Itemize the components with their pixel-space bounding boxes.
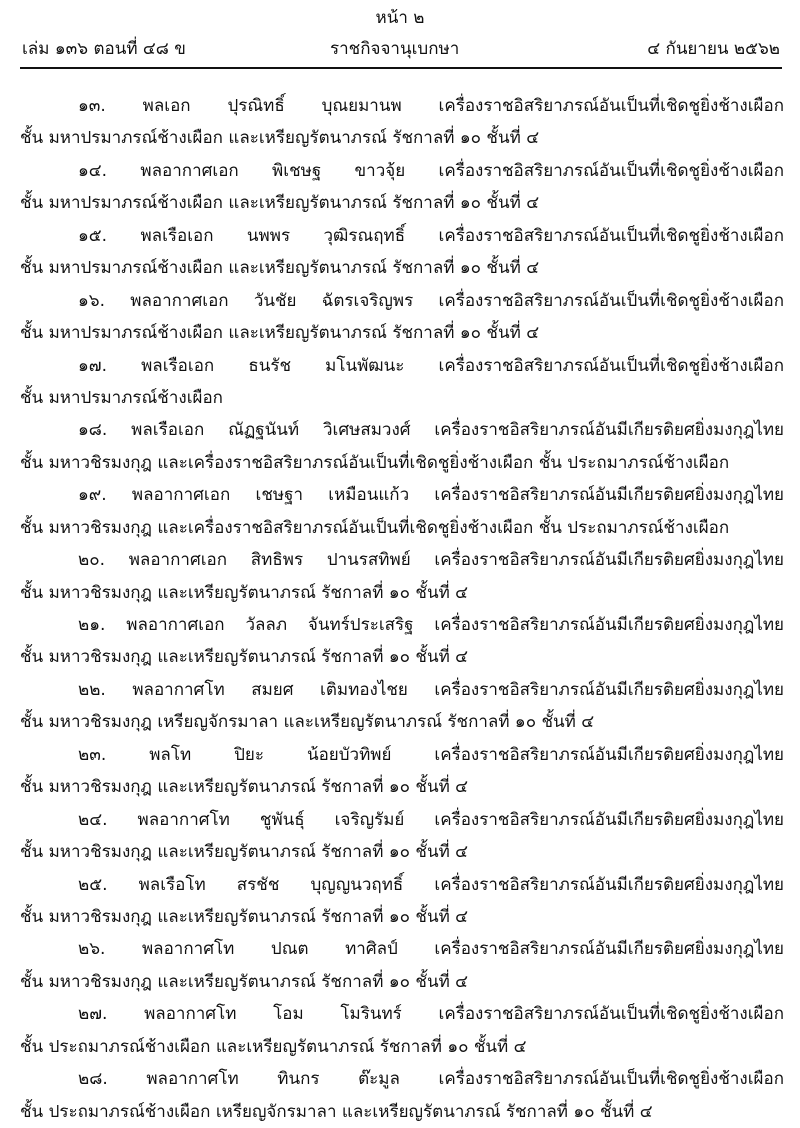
list-item [20,90,784,155]
list-item [20,933,784,998]
entry-line-2: ชั้น มหาวชิรมงกุฎ เหรียญจักรมาลา และเหรียญรัตนาภรณ์ รัชกาลที่ ๑๐ ชั้นที่ ๔ [20,712,595,733]
entry-line-2: ชั้น มหาวชิรมงกุฎ และเหรียญรัตนาภรณ์ รัชกาลที่ ๑๐ ชั้นที่ ๔ [20,582,469,603]
page-number: หน้า ๒ [375,8,425,28]
list-item [20,739,784,804]
entry-line-2: ชั้น มหาวชิรมงกุฎ และเหรียญรัตนาภรณ์ รัชกาลที่ ๑๐ ชั้นที่ ๔ [20,647,469,668]
entry-line-1: ๒๘. พลอากาศโท ทินกร ต๊ะมูล เครื่องราชอิสริยาภรณ์อันเป็นที่เชิดชูยิ่งช้างเผือก [78,1069,784,1090]
entry-line-2: ชั้น มหาปรมาภรณ์ช้างเผือก และเหรียญรัตนาภรณ์ รัชกาลที่ ๑๐ ชั้นที่ ๔ [20,193,540,214]
publication-date: ๔ กันยายน ๒๕๖๒ [647,39,780,59]
entry-line-2: ชั้น มหาปรมาภรณ์ช้างเผือก และเหรียญรัตนาภรณ์ รัชกาลที่ ๑๐ ชั้นที่ ๔ [20,323,540,344]
entry-line-1: ๒๔. พลอากาศโท ชูพันธุ์ เจริญรัมย์ เครื่องราชอิสริยาภรณ์อันมีเกียรติยศยิ่งมงกุฎไทย [78,809,784,830]
entry-line-2: ชั้น มหาวชิรมงกุฎ และเหรียญรัตนาภรณ์ รัชกาลที่ ๑๐ ชั้นที่ ๔ [20,842,469,863]
entry-line-2: ชั้น มหาวชิรมงกุฎ และเครื่องราชอิสริยาภรณ์อันเป็นที่เชิดชูยิ่งช้างเผือก ชั้น ประถมาภรณ์ช้างเผือก [20,517,730,538]
entry-line-1: ๒๗. พลอากาศโท โอม โมรินทร์ เครื่องราชอิสริยาภรณ์อันเป็นที่เชิดชูยิ่งช้างเผือก [78,1004,784,1025]
list-item [20,350,784,415]
list-item [20,544,784,609]
list-item [20,804,784,869]
list-item [20,1063,784,1128]
entry-line-2: ชั้น ประถมาภรณ์ช้างเผือก และเหรียญรัตนาภรณ์ รัชกาลที่ ๑๐ ชั้นที่ ๔ [20,1036,527,1057]
list-item [20,220,784,285]
list-item [20,479,784,544]
award-list [20,90,784,1128]
entry-line-2: ชั้น มหาวชิรมงกุฎ และเหรียญรัตนาภรณ์ รัชกาลที่ ๑๐ ชั้นที่ ๔ [20,971,469,992]
entry-line-1: ๒๓. พลโท ปิยะ น้อยบัวทิพย์ เครื่องราชอิสริยาภรณ์อันมีเกียรติยศยิ่งมงกุฎไทย [78,744,784,765]
entry-line-1: ๑๖. พลอากาศเอก วันชัย ฉัตรเจริญพร เครื่องราชอิสริยาภรณ์อันเป็นที่เชิดชูยิ่งช้างเผือก [78,290,784,311]
list-item [20,285,784,350]
entry-line-2: ชั้น มหาวชิรมงกุฎ และเครื่องราชอิสริยาภรณ์อันเป็นที่เชิดชูยิ่งช้างเผือก ชั้น ประถมาภรณ์ช้างเผือก [20,452,730,473]
entry-line-1: ๑๔. พลอากาศเอก พิเชษฐ ขาวจุ้ย เครื่องราชอิสริยาภรณ์อันเป็นที่เชิดชูยิ่งช้างเผือก [78,160,784,181]
entry-line-2: ชั้น มหาวชิรมงกุฎ และเหรียญรัตนาภรณ์ รัชกาลที่ ๑๐ ชั้นที่ ๔ [20,906,469,927]
entry-line-2: ชั้น มหาวชิรมงกุฎ และเหรียญรัตนาภรณ์ รัชกาลที่ ๑๐ ชั้นที่ ๔ [20,777,469,798]
entry-line-1: ๒๒. พลอากาศโท สมยศ เติมทองไชย เครื่องราชอิสริยาภรณ์อันมีเกียรติยศยิ่งมงกุฎไทย [78,679,784,700]
entry-line-1: ๒๕. พลเรือโท สรชัช บุญญนวฤทธิ์ เครื่องราชอิสริยาภรณ์อันมีเกียรติยศยิ่งมงกุฎไทย [78,874,784,895]
list-item [20,609,784,674]
header-divider [20,67,782,69]
list-item [20,869,784,934]
entry-line-2: ชั้น มหาปรมาภรณ์ช้างเผือก [20,387,223,408]
entry-line-1: ๒๑. พลอากาศเอก วัลลภ จันทร์ประเสริฐ เครื่องราชอิสริยาภรณ์อันมีเกียรติยศยิ่งมงกุฎไทย [78,615,784,635]
entry-line-1: ๑๗. พลเรือเอก ธนรัช มโนพัฒนะ เครื่องราชอิสริยาภรณ์อันเป็นที่เชิดชูยิ่งช้างเผือก [78,355,784,376]
entry-line-2: ชั้น มหาปรมาภรณ์ช้างเผือก และเหรียญรัตนาภรณ์ รัชกาลที่ ๑๐ ชั้นที่ ๔ [20,258,540,279]
entry-line-1: ๑๕. พลเรือเอก นพพร วุฒิรณฤทธิ์ เครื่องราชอิสริยาภรณ์อันเป็นที่เชิดชูยิ่งช้างเผือก [78,225,784,246]
page-header [22,36,780,62]
list-item [20,674,784,739]
entry-line-2: ชั้น มหาปรมาภรณ์ช้างเผือก และเหรียญรัตนาภรณ์ รัชกาลที่ ๑๐ ชั้นที่ ๔ [20,128,540,149]
entry-line-1: ๑๘. พลเรือเอก ณัฏฐนันท์ วิเศษสมวงศ์ เครื่องราชอิสริยาภรณ์อันมีเกียรติยศยิ่งมงกุฎไทย [78,420,784,441]
list-item [20,998,784,1063]
list-item [20,155,784,220]
volume-issue: เล่ม ๑๓๖ ตอนที่ ๔๘ ข [22,39,186,59]
entry-line-1: ๑๙. พลอากาศเอก เชษฐา เหมือนแก้ว เครื่องราชอิสริยาภรณ์อันมีเกียรติยศยิ่งมงกุฎไทย [78,485,784,506]
list-item [20,414,784,479]
publication-title: ราชกิจจานุเบกษา [330,39,460,59]
entry-line-1: ๒๐. พลอากาศเอก สิทธิพร ปานรสทิพย์ เครื่องราชอิสริยาภรณ์อันมีเกียรติยศยิ่งมงกุฎไทย [78,550,784,571]
entry-line-2: ชั้น ประถมาภรณ์ช้างเผือก เหรียญจักรมาลา และเหรียญรัตนาภรณ์ รัชกาลที่ ๑๐ ชั้นที่ ๔ [20,1101,653,1122]
entry-line-1: ๒๖. พลอากาศโท ปณต ทาศิลป์ เครื่องราชอิสริยาภรณ์อันมีเกียรติยศยิ่งมงกุฎไทย [78,939,784,960]
entry-line-1: ๑๓. พลเอก ปุรณิทธิ์ บุณยมานพ เครื่องราชอิสริยาภรณ์อันเป็นที่เชิดชูยิ่งช้างเผือก [78,96,784,116]
